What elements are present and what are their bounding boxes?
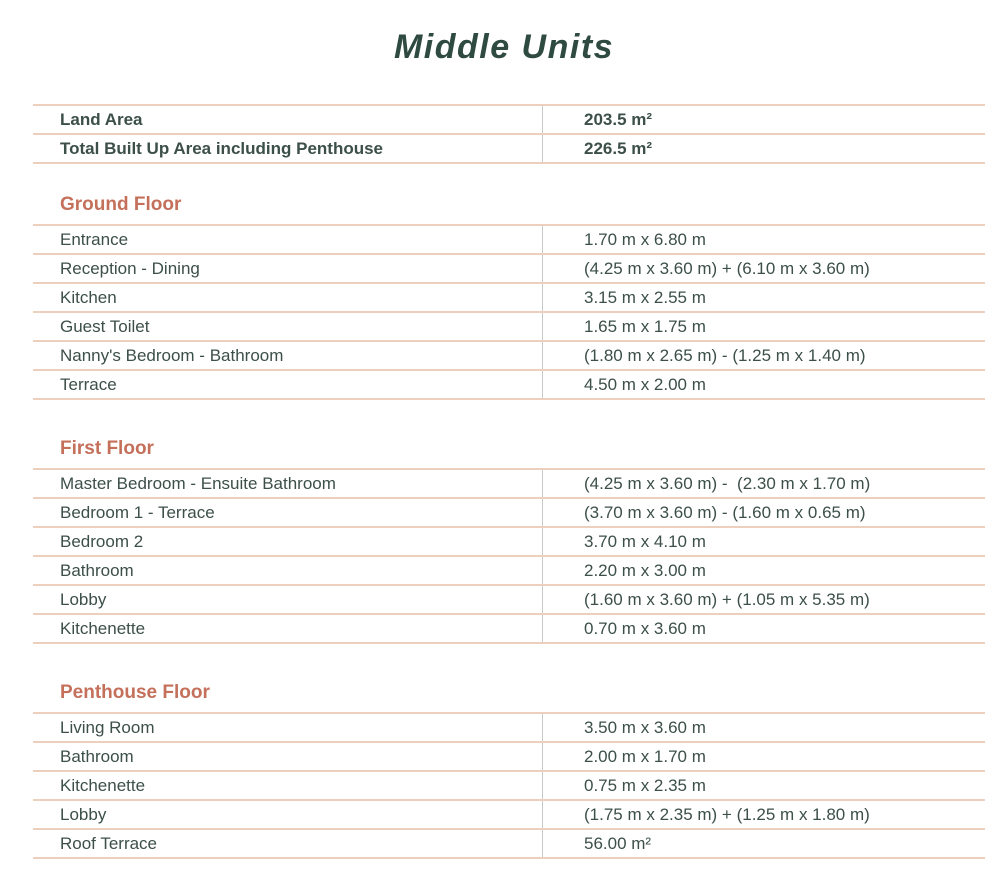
table-row: [33, 282, 985, 311]
dimension-value: 56.00 m²: [542, 830, 985, 857]
room-label: Living Room: [60, 717, 155, 737]
room-label: Bathroom: [60, 560, 134, 580]
table-row: [33, 555, 985, 584]
summary-value: 226.5 m²: [542, 135, 985, 162]
room-label: Lobby: [60, 804, 107, 824]
dimension-value: 3.70 m x 4.10 m: [542, 528, 985, 555]
table-row: [33, 712, 985, 741]
ground-floor-table: [33, 224, 985, 400]
section-heading-penthouse-floor: Penthouse Floor: [60, 682, 210, 703]
table-row: [33, 497, 985, 526]
penthouse-floor-table: [33, 712, 985, 859]
dimension-value: (4.25 m x 3.60 m) - (2.30 m x 1.70 m): [542, 470, 985, 497]
table-row: [33, 770, 985, 799]
table-row: [33, 799, 985, 828]
table-row: [33, 828, 985, 857]
section-first-floor: [33, 438, 985, 644]
room-label: Bedroom 2: [60, 531, 144, 551]
summary-table: [33, 104, 985, 164]
table-row: [33, 104, 985, 133]
table-row: [33, 468, 985, 497]
room-label: Kitchenette: [60, 618, 146, 638]
dimension-value: 3.15 m x 2.55 m: [542, 284, 985, 311]
room-label: Bedroom 1 - Terrace: [60, 502, 215, 522]
dimension-value: (4.25 m x 3.60 m) + (6.10 m x 3.60 m): [542, 255, 985, 282]
table-row: [33, 584, 985, 613]
section-heading-first-floor: First Floor: [60, 438, 154, 459]
table-row: [33, 253, 985, 282]
dimension-value: (1.75 m x 2.35 m) + (1.25 m x 1.80 m): [542, 801, 985, 828]
dimension-value: 2.00 m x 1.70 m: [542, 743, 985, 770]
spec-table: [33, 104, 985, 859]
dimension-value: 2.20 m x 3.00 m: [542, 557, 985, 584]
dimension-value: 0.70 m x 3.60 m: [542, 615, 985, 642]
dimension-value: (1.60 m x 3.60 m) + (1.05 m x 5.35 m): [542, 586, 985, 613]
table-row: [33, 311, 985, 340]
section-ground-floor: [33, 194, 985, 400]
summary-label: Total Built Up Area including Penthouse: [60, 138, 384, 158]
room-label: Entrance: [60, 229, 129, 249]
dimension-value: (1.80 m x 2.65 m) - (1.25 m x 1.40 m): [542, 342, 985, 369]
dimension-value: (3.70 m x 3.60 m) - (1.60 m x 0.65 m): [542, 499, 985, 526]
first-floor-table: [33, 468, 985, 644]
room-label: Terrace: [60, 374, 117, 394]
room-label: Reception - Dining: [60, 258, 200, 278]
room-label: Kitchen: [60, 287, 117, 307]
summary-label: Land Area: [60, 109, 143, 129]
dimension-value: 4.50 m x 2.00 m: [542, 371, 985, 398]
dimension-value: 1.65 m x 1.75 m: [542, 313, 985, 340]
table-row: [33, 133, 985, 162]
dimension-value: 1.70 m x 6.80 m: [542, 226, 985, 253]
dimension-value: 3.50 m x 3.60 m: [542, 714, 985, 741]
table-row: [33, 224, 985, 253]
page-title: Middle Units: [393, 28, 615, 66]
table-row: [33, 340, 985, 369]
dimension-value: 0.75 m x 2.35 m: [542, 772, 985, 799]
table-row: [33, 613, 985, 642]
section-penthouse-floor: [33, 682, 985, 859]
room-label: Nanny's Bedroom - Bathroom: [60, 345, 284, 365]
room-label: Guest Toilet: [60, 316, 150, 336]
room-label: Bathroom: [60, 746, 134, 766]
table-row: [33, 369, 985, 398]
summary-value: 203.5 m²: [542, 106, 985, 133]
room-label: Master Bedroom - Ensuite Bathroom: [60, 473, 336, 493]
room-label: Roof Terrace: [60, 833, 158, 853]
room-label: Kitchenette: [60, 775, 146, 795]
table-row: [33, 526, 985, 555]
room-label: Lobby: [60, 589, 107, 609]
table-row: [33, 741, 985, 770]
section-heading-ground-floor: Ground Floor: [60, 194, 182, 215]
